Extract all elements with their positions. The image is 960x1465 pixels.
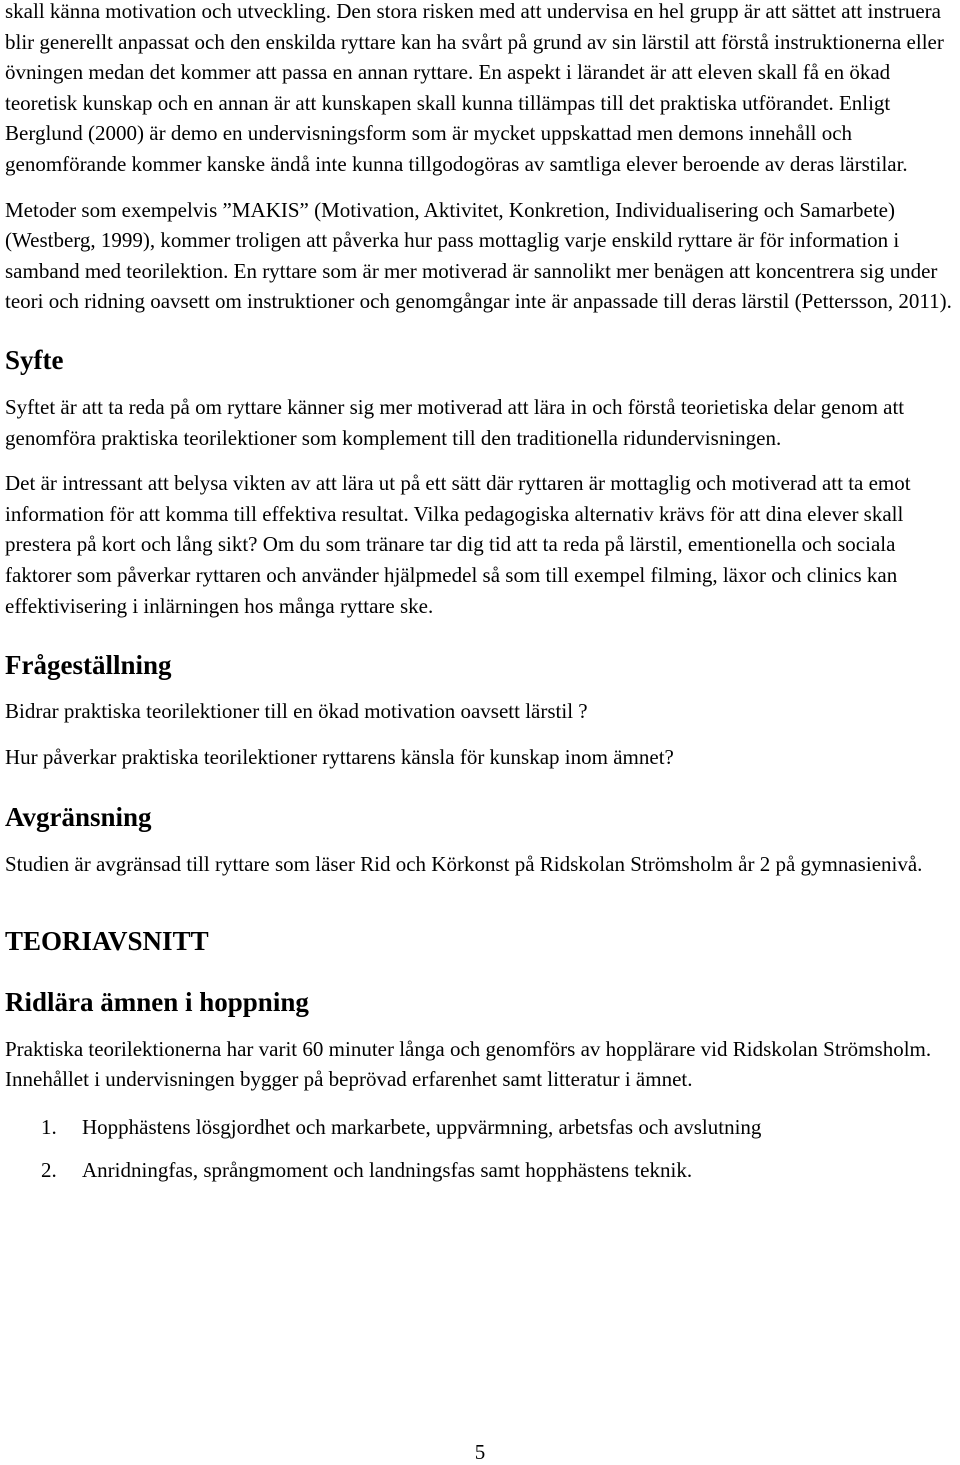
syfte-paragraph-1: Syftet är att ta reda på om ryttare känner sig mer motiverad att lära in och förstå teorietiska delar genom att genomföra praktiska teorilektioner som komplement till den traditionella ridundervisningen. xyxy=(5,394,905,450)
metoder-paragraph: Metoder som exempelvis ”MAKIS” (Motivation, Aktivitet, Konkretion, Individualisering och Samarbete) (Westberg, 1999), kommer troligen att påverka hur pass mottaglig varje enskild ryttare är för information i samband med teorilektion. En ryttare som är mer motiverad är sannolikt mer benägen att koncentrera sig under teori och ridning oavsett om instruktioner och genomgångar inte är anpassade till deras lärstil (Pettersson, 2011). xyxy=(5,197,952,314)
list-item-number: 2. xyxy=(41,1158,57,1183)
avgransning-paragraph: Studien är avgränsad till ryttare som läser Rid och Körkonst på Ridskolan Strömsholm år 2 på gymnasienivå. xyxy=(5,852,923,877)
ridlara-heading: Ridlära ämnen i hoppning xyxy=(5,986,309,1017)
lesson-list xyxy=(5,1112,955,1185)
research-question-1: Bidrar praktiska teorilektioner till en ökad motivation oavsett lärstil ? xyxy=(5,699,588,724)
list-item xyxy=(41,1155,955,1185)
list-item-number: 1. xyxy=(41,1115,57,1140)
research-question-2: Hur påverkar praktiska teorilektioner ryttarens känsla för kunskap inom ämnet? xyxy=(5,744,674,769)
page-number: 5 xyxy=(474,1440,486,1464)
document-page xyxy=(5,0,955,1198)
list-item-text: Anridningfas, språngmoment och landningsfas samt hopphästens teknik. xyxy=(82,1158,693,1183)
teoriavsnitt-heading: TEORIAVSNITT xyxy=(5,925,209,956)
avgransning-heading: Avgränsning xyxy=(5,802,152,833)
fragestallning-heading: Frågeställning xyxy=(5,650,172,681)
syfte-paragraph-2: Det är intressant att belysa vikten av att lära ut på ett sätt där ryttaren är mottaglig och motiverad att ta emot information för att komma till effektiva resultat. Vilka pedagogiska alternativ krävs för att dina elever skall prestera på kort och lång sikt? Om du som tränare tar dig tid att ta reda på lärstil, ementionella och sociala faktorer som påverkar ryttaren och använder hjälpmedel så som till exempel filming, läxor och clinics kan effektivisering i inlärningen hos många ryttare ske. xyxy=(5,471,911,618)
list-item-text: Hopphästens lösgjordhet och markarbete, uppvärmning, arbetsfas och avslutning xyxy=(82,1115,762,1140)
syfte-heading: Syfte xyxy=(5,344,64,375)
intro-paragraph: skall känna motivation och utveckling. Den stora risken med att undervisa en hel grupp är att sättet att instruera blir generellt anpassat och den enskilda ryttare kan ha svårt på grund av sin lärstil att förstå instruktionerna eller övningen medan det kommer att passa en annan ryttare. En aspekt i lärandet är att eleven skall få en ökad teoretisk kunskap och en annan är att kunskapen skall kunna tillämpas till det praktiska utförandet. Enligt Berglund (2000) är demo en undervisningsform som är mycket uppskattad men demons innehåll och genomförande kommer kanske ändå inte kunna tillgodogöras av samtliga elever beroende av deras lärstilar. xyxy=(5,0,944,176)
ridlara-paragraph: Praktiska teorilektionerna har varit 60 minuter långa och genomförs av hopplärare vid Ridskolan Strömsholm. Innehållet i undervisningen bygger på beprövad erfarenhet samt litteratur i ämnet. xyxy=(5,1036,932,1092)
list-item xyxy=(41,1112,955,1142)
